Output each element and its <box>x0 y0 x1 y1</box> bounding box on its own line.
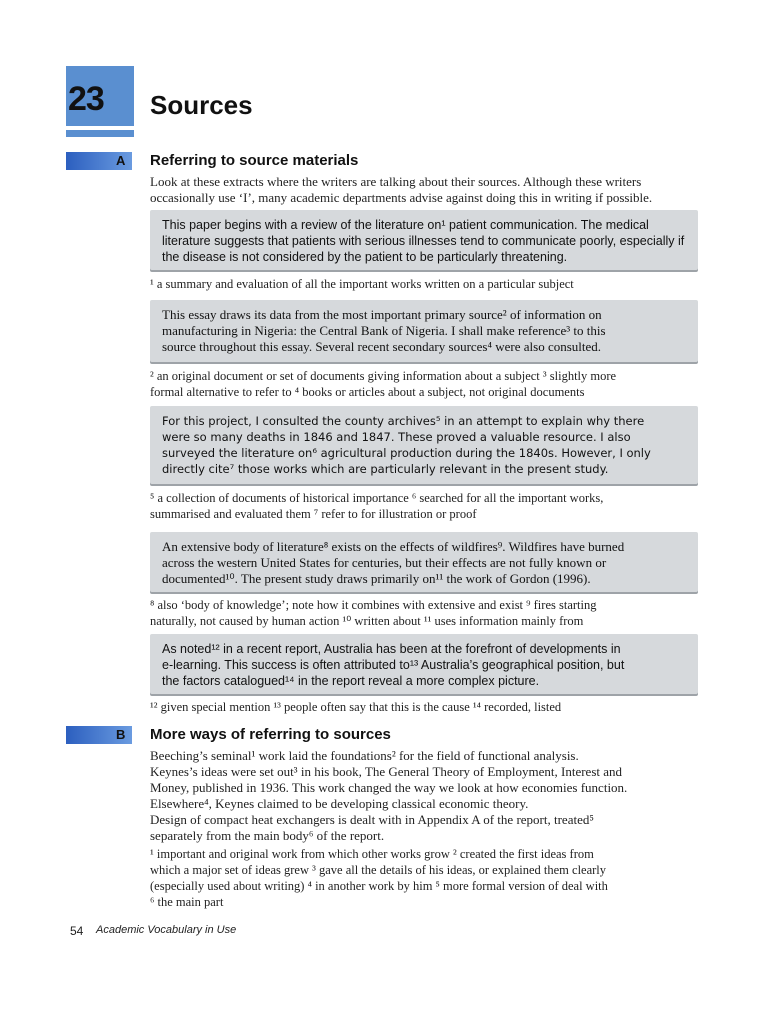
extract-line: manufacturing in Nigeria: the Central Bank of Nigeria. I shall make reference³ to this <box>162 323 606 338</box>
extract-line: This essay draws its data from the most important primary source² of information on <box>162 307 602 322</box>
section-a-letter: A <box>116 153 126 168</box>
extract-line: For this project, I consulted the county archives⁵ in an attempt to explain why there <box>162 414 645 428</box>
text-line: Money, published in 1936. This work changed the way we look at how economies function. <box>150 780 628 795</box>
extract-box-4 <box>150 532 698 592</box>
intro-line: Look at these extracts where the writers are talking about their sources. Although these writers <box>150 174 642 189</box>
extract-line: surveyed the literature on⁶ agricultural production during the 1840s. However, I only <box>162 446 651 460</box>
unit-number: 23 <box>68 80 104 118</box>
extract-line: source throughout this essay. Several recent secondary sources⁴ were also consulted. <box>162 339 602 354</box>
page-number: 54 <box>70 924 84 938</box>
text-line: Elsewhere⁴, Keynes claimed to be developing classical economic theory. <box>150 796 529 811</box>
footnote-line: ¹² given special mention ¹³ people often say that this is the cause ¹⁴ recorded, listed <box>150 700 562 714</box>
extract-line: documented¹⁰. The present study draws primarily on¹¹ the work of Gordon (1996). <box>162 571 591 586</box>
footnote-line: ² an original document or set of documents giving information about a subject ³ slightly more <box>150 369 617 383</box>
text-line: Design of compact heat exchangers is dealt with in Appendix A of the report, treated⁵ <box>150 812 594 827</box>
section-a-heading: Referring to source materials <box>150 152 359 169</box>
footnote-line: summarised and evaluated them ⁷ refer to for illustration or proof <box>150 507 477 521</box>
extract-line: As noted¹² in a recent report, Australia has been at the forefront of developments in <box>162 642 621 656</box>
extract-line: This paper begins with a review of the literature on¹ patient communication. The medical <box>162 218 649 232</box>
unit-underline-bar <box>66 130 134 137</box>
extract-line: literature suggests that patients with serious illnesses tend to communicate poorly, especially if <box>162 234 685 248</box>
book-title: Academic Vocabulary in Use <box>96 924 237 936</box>
extract-line: directly cite⁷ those works which are particularly relevant in the present study. <box>162 462 609 476</box>
section-b-notes <box>150 846 608 910</box>
footnote-line: naturally, not caused by human action ¹⁰ written about ¹¹ uses information mainly from <box>150 614 584 628</box>
footnote-line: which a major set of ideas grew ³ gave all the details of his ideas, or explained them clearly <box>150 863 607 877</box>
extract-box-2 <box>150 300 698 362</box>
section-b-text <box>150 748 627 844</box>
section-b-heading: More ways of referring to sources <box>150 726 391 743</box>
extract-line: the disease is not considered by the patient to be particularly threatening. <box>162 250 568 264</box>
section-b-letter: B <box>116 727 126 742</box>
extract-box-5 <box>150 634 698 694</box>
extract-box-3 <box>150 406 698 484</box>
unit-title: Sources <box>150 90 253 120</box>
footnote-line: ¹ a summary and evaluation of all the important works written on a particular subject <box>150 277 574 291</box>
section-a-intro <box>150 174 652 206</box>
extract-line: An extensive body of literature⁸ exists on the effects of wildfires⁹. Wildfires have burned <box>162 539 625 554</box>
footnote-line: (especially used about writing) ⁴ in another work by him ⁵ more formal version of deal with <box>150 879 608 893</box>
footnote-line: ⁸ also ‘body of knowledge’; note how it combines with extensive and exist ⁹ fires starting <box>150 598 597 612</box>
footnote-line: formal alternative to refer to ⁴ books or articles about a subject, not original documents <box>150 385 585 399</box>
footnote-line: ⁶ the main part <box>150 895 224 909</box>
text-line: Beeching’s seminal¹ work laid the foundations² for the field of functional analysis. <box>150 748 579 763</box>
footnote-4 <box>150 597 596 629</box>
extract-line: e-learning. This success is often attributed to¹³ Australia’s geographical position, but <box>162 658 625 672</box>
extract-line: across the western United States for centuries, but their effects are not fully known or <box>162 555 607 570</box>
text-line: separately from the main body⁶ of the report. <box>150 828 385 843</box>
footnote-5 <box>150 699 561 715</box>
intro-line: occasionally use ‘I’, many academic departments advise against doing this in writing if possible. <box>150 190 653 205</box>
footnote-line: ¹ important and original work from which other works grow ² created the first ideas from <box>150 847 594 861</box>
text-line: Keynes’s ideas were set out³ in his book, The General Theory of Employment, Interest and <box>150 764 623 779</box>
footnote-1 <box>150 276 574 292</box>
footnote-2 <box>150 368 616 400</box>
footnote-line: ⁵ a collection of documents of historical importance ⁶ searched for all the important works, <box>150 491 604 505</box>
extract-line: the factors catalogued¹⁴ in the report reveal a more complex picture. <box>162 674 540 688</box>
extract-box-1 <box>150 210 698 270</box>
footnote-3 <box>150 490 603 522</box>
extract-line: were so many deaths in 1846 and 1847. These proved a valuable resource. I also <box>162 430 631 444</box>
